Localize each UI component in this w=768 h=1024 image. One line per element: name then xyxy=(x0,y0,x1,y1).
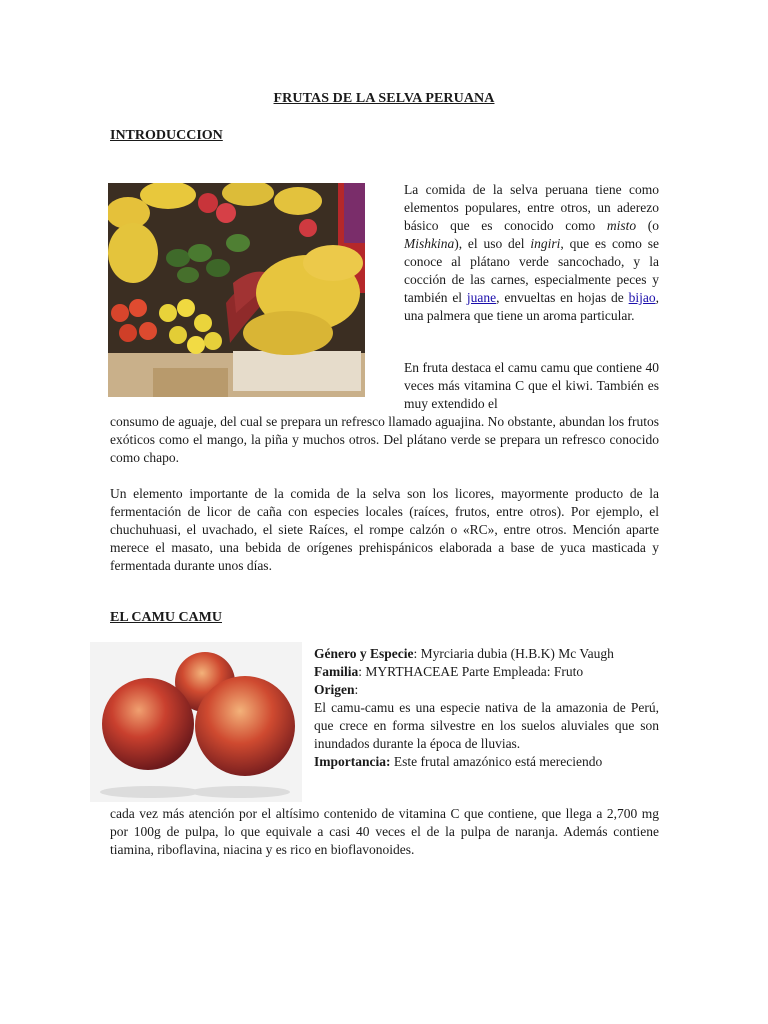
section-heading-introduccion: INTRODUCCION xyxy=(110,128,223,143)
origen-label-line: Origen: xyxy=(314,682,359,697)
page-title: FRUTAS DE LA SELVA PERUANA xyxy=(273,91,495,106)
importancia-line-start: Importancia: Este frutal amazónico está mereciendo xyxy=(314,754,603,769)
genero-especie-line: Género y Especie: Myrciaria dubia (H.B.K) Mc Vaugh xyxy=(314,646,614,661)
origen-text: El camu-camu es una especie nativa de la amazonia de Perú, que crece en forma silvestre en los suelos aluviales que son inundados durante la época de lluvias. xyxy=(314,700,659,751)
importancia-continued: cada vez más atención por el altísimo contenido de vitamina C que contiene, que llega a 2,700 mg por 100g de pulpa, lo que equivale a casi 40 veces el de la pulpa de naranja. Además contiene tiamina, riboflavina, niacina y es rico en bioflavonoides. xyxy=(110,806,659,857)
intro-paragraph-2-continued: consumo de aguaje, del cual se prepara un refresco llamado aguajina. No obstante, abundan los frutos exóticos como el mango, la piña y muchos otros. Del plátano verde se prepara un refresco conocido como chapo. xyxy=(110,414,659,465)
juane-link[interactable]: juane xyxy=(466,290,497,305)
camu-camu-details xyxy=(314,645,659,771)
familia-line: Familia: MYRTHACEAE Parte Empleada: Fruto xyxy=(314,664,584,679)
intro-paragraph-2-start: En fruta destaca el camu camu que contiene 40 veces más vitamina C que el kiwi. También es muy extendido el xyxy=(404,360,659,411)
intro-paragraph-3: Un elemento importante de la comida de la selva son los licores, mayormente producto de la fermentación de licor de caña con especies locales (raíces, frutos, entre otros). Por ejemplo, el chuchuhuasi, el uvachado, el siete Raíces, el rompe calzón o «RC», entre otros. Mención aparte merece el masato, una bebida de orígenes prehispánicos elaborada a base de yuca masticada y fermentada durante unos días. xyxy=(110,486,659,573)
bijao-link[interactable]: bijao xyxy=(628,290,656,305)
section-heading-camu-camu: EL CAMU CAMU xyxy=(110,610,222,625)
fruit-market-photo xyxy=(108,183,365,397)
camu-camu-fruit-photo xyxy=(90,642,302,802)
intro-paragraph-1: La comida de la selva peruana tiene como elementos populares, entre otros, un aderezo básico que es conocido como misto (o Mishkina), el uso del ingiri, que es como se conoce al plátano verde sancochado, y la cocción de las carnes, especialmente peces y también el juane, envueltas en hojas de bijao, una palmera que tiene un aroma particular. xyxy=(404,182,660,323)
